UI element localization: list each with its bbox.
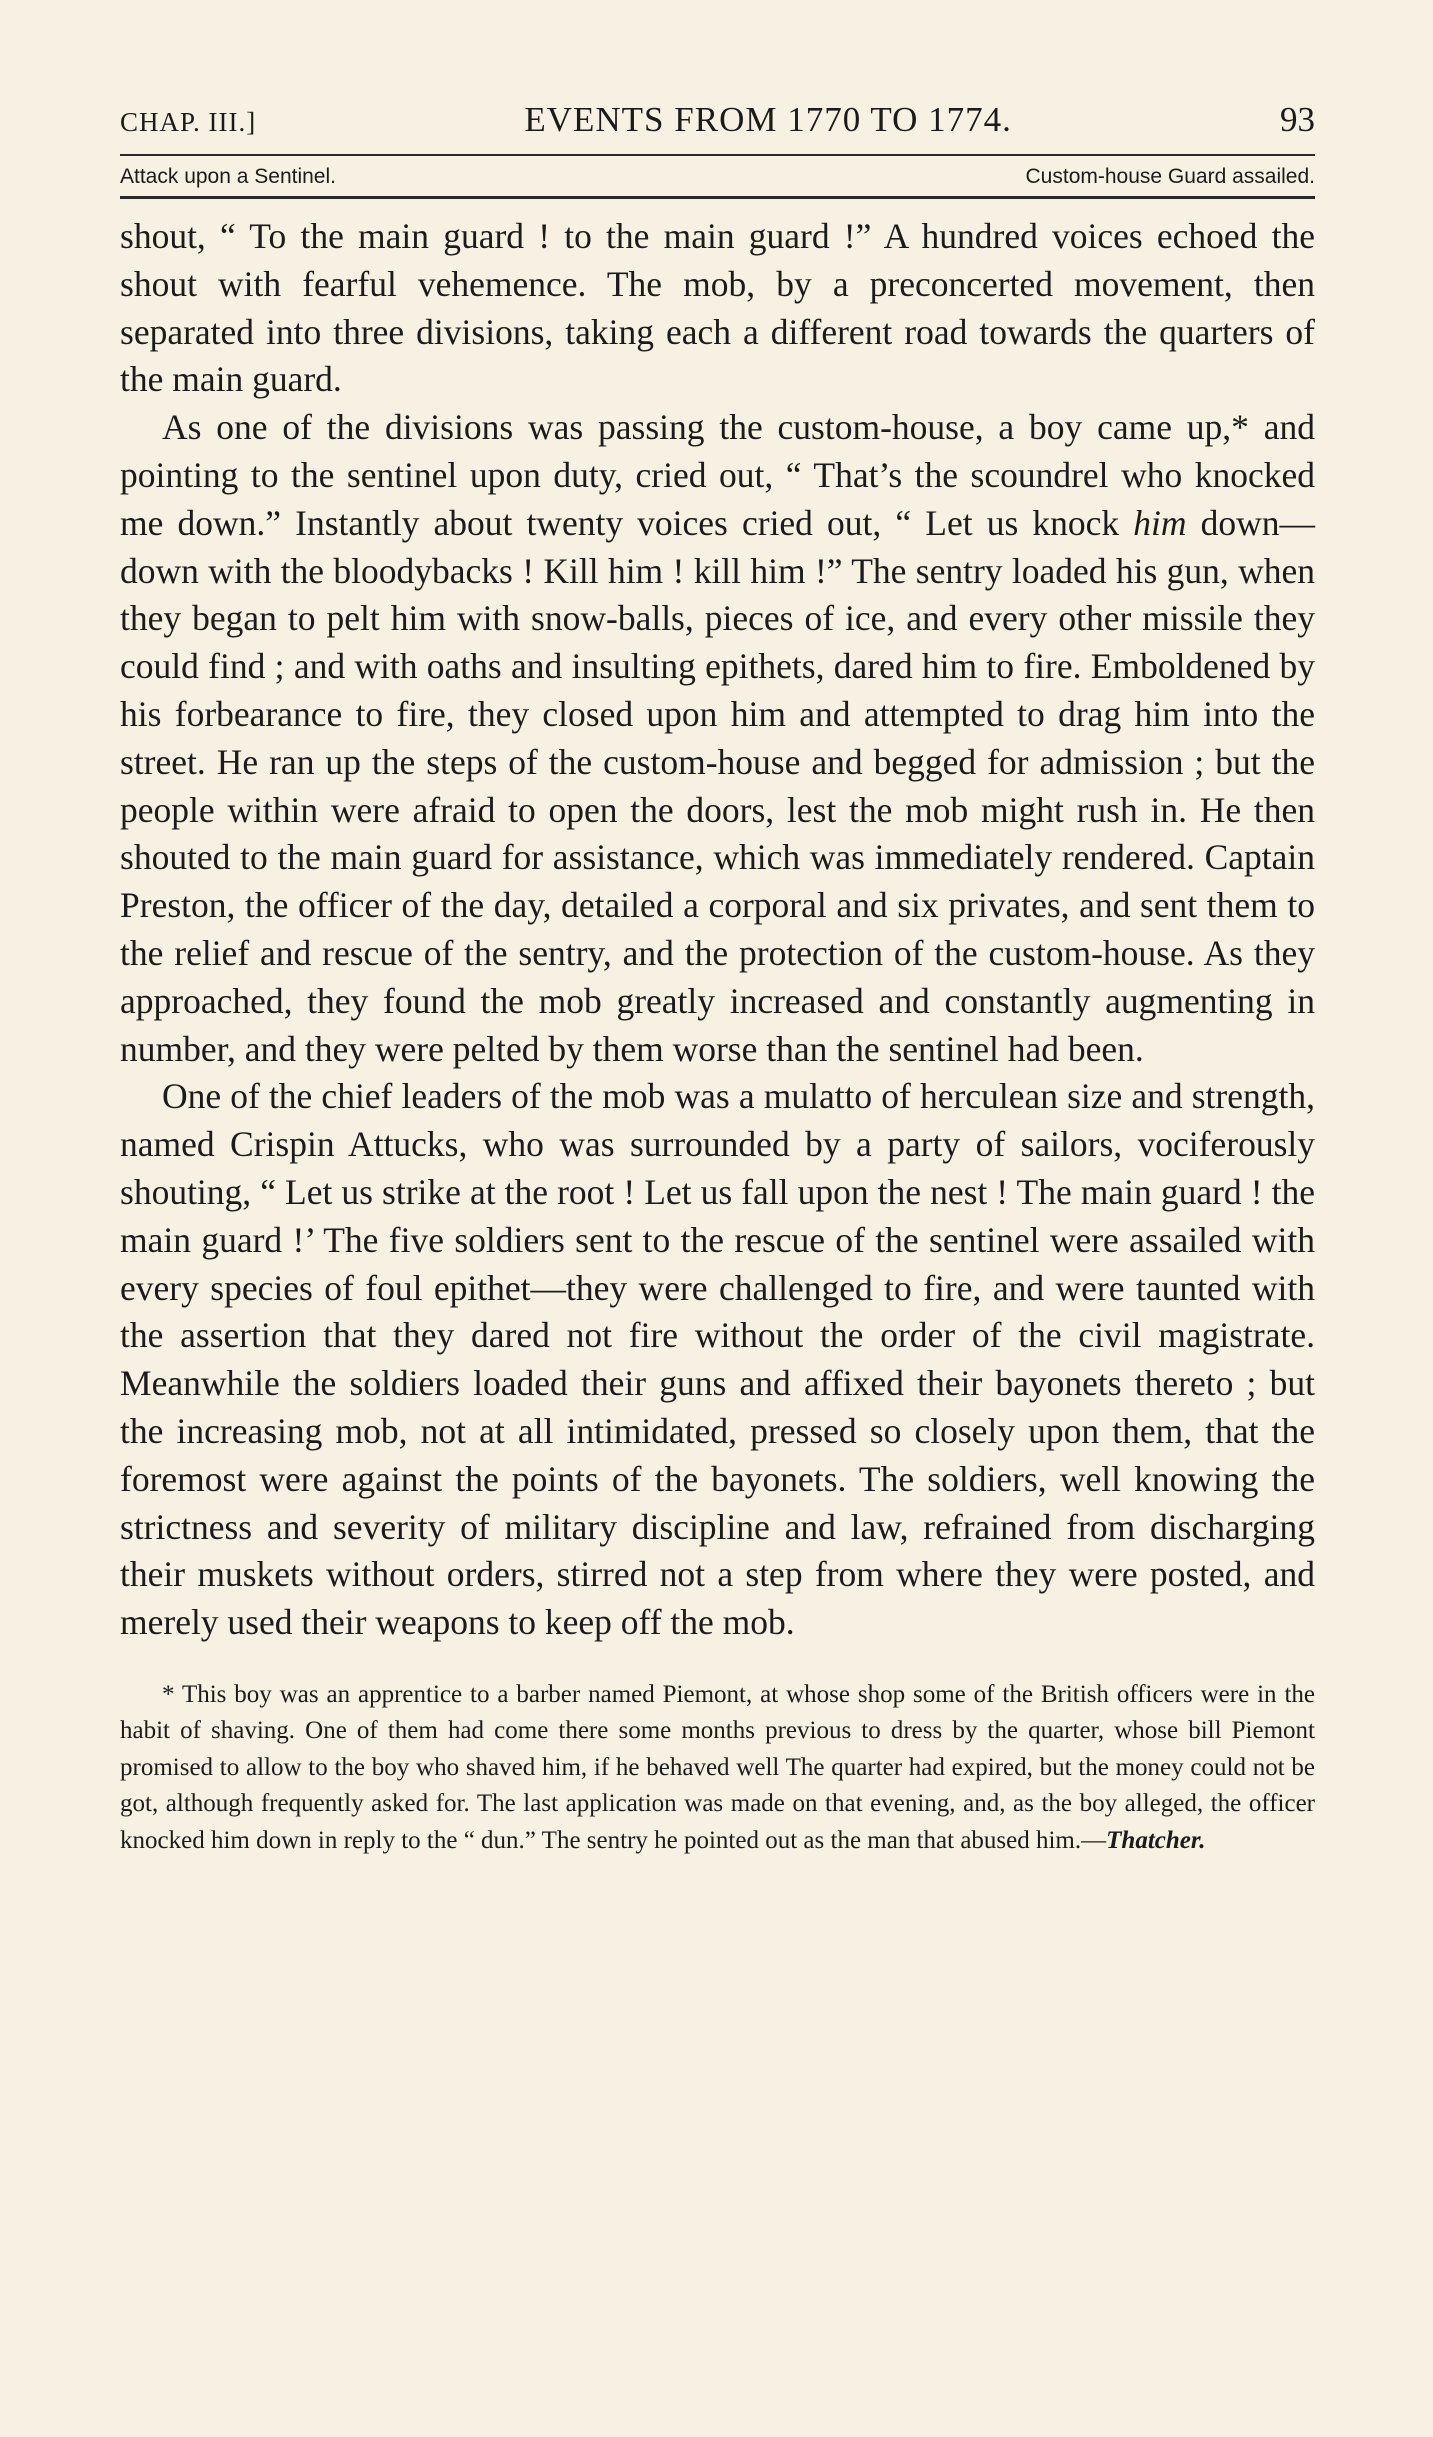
page-number: 93 [1279, 100, 1315, 139]
paragraph-1: shout, “ To the main guard ! to the main guard !” A hundred voices echoed the shout with fearful vehemence. The mob, by a preconcerted movement, then separated into three divisions, taking each a different road towards the quarters of the main guard. [120, 216, 1315, 400]
paragraph-2-part-a: As one of the divisions was passing the custom-house, a boy came up,* and pointing to the sentinel upon duty, cried out, “ That’s the scoundrel who knocked me down.” Instantly about twenty voices cried out, “ Let us knock [120, 407, 1315, 543]
subheader-right: Custom-house Guard assailed. [1025, 165, 1315, 188]
footnote-body: * This boy was an apprentice to a barber named Piemont, at whose shop some of the British officers were in the habit of shaving. One of them had come there some months previous to dress by the quarter, whose bill Piemont promised to allow to the boy who shaved him, if he behaved well The quarter had expired, but the money could not be got, although frequently asked for. The last application was made on that evening, and, as the boy alleged, the officer knocked him down in reply to the “ dun.” The sentry he pointed out as the man that abused him.— [120, 1680, 1315, 1854]
footnote-attribution: Thatcher. [1106, 1826, 1206, 1854]
footnote [120, 1677, 1315, 1860]
book-page [120, 100, 1315, 1859]
running-head [120, 100, 1315, 148]
subheader [120, 162, 1315, 192]
chapter-label: CHAP. III.] [120, 107, 257, 137]
subheader-left: Attack upon a Sentinel. [120, 165, 336, 188]
paragraph-3: One of the chief leaders of the mob was a mulatto of herculean size and strength, named Crispin Attucks, who was surrounded by a party of sailors, vociferously shouting, “ Let us strike at the root ! Let us fall upon the nest ! The main guard ! the main guard !’ The five soldiers sent to the rescue of the sentinel were assailed with every species of foul epithet—they were challenged to fire, and were taunted with the assertion that they dared not fire without the order of the civil magistrate. Meanwhile the soldiers loaded their guns and affixed their bayonets thereto ; but the increasing mob, not at all intimidated, pressed so closely upon them, that the foremost were against the points of the bayonets. The soldiers, well knowing the strictness and severity of military discipline and law, refrained from discharging their muskets without orders, stirred not a step from where they were posted, and merely used their weapons to keep off the mob. [120, 1076, 1315, 1643]
subheader-rule [120, 196, 1315, 199]
paragraph-2-part-b: down—down with the bloodybacks ! Kill him ! kill him !” The sentry loaded his gun, when they began to pelt him with snow-balls, pieces of ice, and every other missile they could find ; and with oaths and insulting epithets, dared him to fire. Emboldened by his forbearance to fire, they closed upon him and attempted to drag him into the street. He ran up the steps of the custom-house and begged for admission ; but the people within were afraid to open the doors, lest the mob might rush in. He then shouted to the main guard for assistance, which was immediately rendered. Captain Preston, the officer of the day, detailed a corporal and six privates, and sent them to the relief and rescue of the sentry, and the protection of the custom-house. As they approached, they found the mob greatly increased and constantly augmenting in number, and they were pelted by them worse than the sentinel had been. [120, 502, 1316, 1069]
paragraph-2 [120, 404, 1315, 1073]
paragraph-2-emphasis: him [1133, 502, 1187, 543]
header-rule [120, 154, 1315, 156]
body-text [120, 213, 1315, 1647]
footnote-text [120, 1677, 1315, 1860]
page-title: EVENTS FROM 1770 TO 1774. [524, 100, 1012, 139]
